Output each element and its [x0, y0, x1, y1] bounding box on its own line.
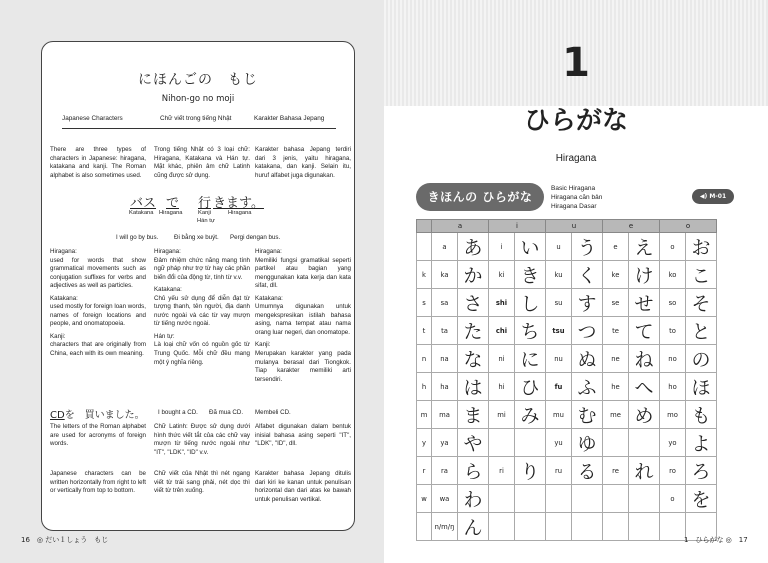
kana-cell: る — [572, 457, 603, 485]
romaji-cell — [489, 429, 515, 457]
intro-vi: Trong tiếng Nhật có 3 loại chữ: Hiragana, Katakana và Hán tự. Mặt khác, phiên âm chữ Latinh cũng được sử dụng. — [154, 146, 250, 179]
label-hiragana-2: Hiragana — [228, 210, 252, 216]
row-consonant: k — [417, 261, 432, 289]
table-row — [417, 485, 717, 513]
vowel-o: o — [660, 220, 717, 233]
section-labels: Basic Hiragana Hiragana căn bản Hiragana Dasar — [551, 185, 603, 210]
row-consonant: w — [417, 485, 432, 513]
row-consonant: y — [417, 429, 432, 457]
kana-cell: と — [686, 317, 717, 345]
desc-vi: Hiragana: Đảm nhiệm chức năng mang tính ngữ pháp như trợ từ hay các phần biến đổi của động từ, tính từ v.v. Katakana: Chủ yếu sử dụng để diễn đạt từ tượng thanh, tên người, địa danh nước ngoài và các từ vay mượn từ tiếng nước ngoài. Hán tự: Là loại chữ vốn có nguồn gốc từ Trung Quốc. Mỗi chữ đều mang một ý nghĩa riêng. — [154, 248, 250, 366]
example-masu: きます。 — [213, 196, 264, 211]
romaji-cell: mo — [660, 401, 686, 429]
kana-cell: し — [515, 289, 546, 317]
romaji-cell: tsu — [546, 317, 572, 345]
example-tr-en: I will go by bus. — [116, 234, 159, 241]
intro-en: There are three types of characters in Japanese: hiragana, katakana and kanji. The Roman alphabet is also sometimes used. — [50, 146, 146, 179]
romaji-cell: o — [660, 485, 686, 513]
roman-id: Alfabet digunakan dalam bentuk inisial bahasa asing seperti "IT", "LDK", "ID", dll. — [255, 423, 351, 448]
table-header-row — [417, 220, 717, 233]
romaji-cell — [603, 513, 629, 541]
kana-cell: あ — [458, 233, 489, 261]
romaji-cell: me — [603, 401, 629, 429]
row-consonant: h — [417, 373, 432, 401]
kana-cell: ち — [515, 317, 546, 345]
kana-cell: ひ — [515, 373, 546, 401]
kana-cell: ふ — [572, 373, 603, 401]
cd-example: CDを 買いました。 — [50, 410, 145, 421]
chapter-subtitle: Hiragana — [555, 153, 597, 164]
romaji-cell: nu — [546, 345, 572, 373]
roman-en: The letters of the Roman alphabet are used for acronyms of foreign words. — [50, 423, 146, 448]
intro-id: Karakter bahasa Jepang terdiri dari 3 jenis, yaitu hiragana, katakana, dan kanji. Selain itu, huruf alfabet juga digunakan. — [255, 146, 351, 179]
romaji-cell: fu — [546, 373, 572, 401]
speaker-icon: ◀) — [699, 193, 708, 200]
kana-cell: ら — [458, 457, 489, 485]
kana-cell: ほ — [686, 373, 717, 401]
romaji-cell: se — [603, 289, 629, 317]
romaji-cell: hi — [489, 373, 515, 401]
kana-cell: む — [572, 401, 603, 429]
kana-cell: は — [458, 373, 489, 401]
kana-cell: つ — [572, 317, 603, 345]
row-consonant: n — [417, 345, 432, 373]
chapter-number: 1 — [562, 40, 590, 86]
kana-cell: も — [686, 401, 717, 429]
kana-cell: て — [629, 317, 660, 345]
table-row — [417, 457, 717, 485]
kana-cell: に — [515, 345, 546, 373]
romaji-cell — [546, 513, 572, 541]
kana-cell: け — [629, 261, 660, 289]
vowel-e: e — [603, 220, 660, 233]
kana-cell: め — [629, 401, 660, 429]
romaji-cell: o — [660, 233, 686, 261]
kana-cell — [515, 485, 546, 513]
page-footer-left: 16 ◎ だい１しょう もじ — [21, 536, 109, 544]
romaji-cell: no — [660, 345, 686, 373]
romaji-cell: ro — [660, 457, 686, 485]
kana-cell: を — [686, 485, 717, 513]
romaji-cell: e — [603, 233, 629, 261]
table-row — [417, 373, 717, 401]
romaji-cell: sa — [432, 289, 458, 317]
romaji-cell: ko — [660, 261, 686, 289]
kana-cell: な — [458, 345, 489, 373]
kana-cell: さ — [458, 289, 489, 317]
romaji-cell: ma — [432, 401, 458, 429]
kana-cell: や — [458, 429, 489, 457]
kana-cell: お — [686, 233, 717, 261]
row-consonant: s — [417, 289, 432, 317]
page-title-romaji: Nihon-go no moji — [161, 94, 235, 104]
romaji-cell — [546, 485, 572, 513]
row-consonant: t — [417, 317, 432, 345]
kana-cell: か — [458, 261, 489, 289]
kana-cell: ね — [629, 345, 660, 373]
chapter-title: ひらがな — [523, 106, 628, 136]
vowel-a: a — [432, 220, 489, 233]
direction-vi: Chữ viết của Nhật thì nét ngang viết từ trái sang phải, nét dọc thì viết từ trên xuống. — [154, 470, 250, 495]
romaji-cell: ru — [546, 457, 572, 485]
page-footer-right: 1 ひらがな ◎ 17 — [684, 536, 748, 544]
example-tr-id: Pergi dengan bus. — [230, 234, 281, 241]
label-kanji: Kanji — [198, 210, 211, 216]
table-row — [417, 401, 717, 429]
romaji-cell: ta — [432, 317, 458, 345]
table-row — [417, 289, 717, 317]
cd-tr-en: I bought a CD. — [158, 409, 198, 416]
kana-cell — [572, 485, 603, 513]
example-tr-vi: Đi bằng xe buýt. — [174, 234, 219, 241]
kana-cell — [629, 429, 660, 457]
audio-track-badge[interactable]: ◀) M-01 — [692, 189, 734, 204]
romaji-cell: so — [660, 289, 686, 317]
kana-cell: ろ — [686, 457, 717, 485]
romaji-cell: na — [432, 345, 458, 373]
romaji-cell: ha — [432, 373, 458, 401]
kana-cell: う — [572, 233, 603, 261]
kana-cell: ん — [458, 513, 489, 541]
romaji-cell: wa — [432, 485, 458, 513]
romaji-cell: te — [603, 317, 629, 345]
hiragana-table — [416, 219, 717, 541]
romaji-cell — [603, 485, 629, 513]
kana-cell: そ — [686, 289, 717, 317]
romaji-cell: u — [546, 233, 572, 261]
kana-cell: み — [515, 401, 546, 429]
kana-cell: ま — [458, 401, 489, 429]
kana-cell: わ — [458, 485, 489, 513]
kana-cell: ぬ — [572, 345, 603, 373]
kana-cell — [629, 485, 660, 513]
kana-cell: り — [515, 457, 546, 485]
romaji-cell: re — [603, 457, 629, 485]
kana-cell: こ — [686, 261, 717, 289]
romaji-cell: ki — [489, 261, 515, 289]
example-iki: 行 — [198, 196, 212, 211]
romaji-cell: a — [432, 233, 458, 261]
romaji-cell: yu — [546, 429, 572, 457]
romaji-cell: mi — [489, 401, 515, 429]
kana-cell — [515, 429, 546, 457]
kana-cell: き — [515, 261, 546, 289]
label-han-tu: Hán tự — [197, 218, 215, 224]
label-katakana: Katakana — [129, 210, 154, 216]
row-consonant — [417, 233, 432, 261]
romaji-cell: ni — [489, 345, 515, 373]
kana-cell: た — [458, 317, 489, 345]
vowel-i: i — [489, 220, 546, 233]
romaji-cell — [603, 429, 629, 457]
table-row — [417, 513, 717, 541]
table-row — [417, 345, 717, 373]
header-en: Japanese Characters — [62, 115, 123, 122]
romaji-cell: chi — [489, 317, 515, 345]
romaji-cell — [660, 513, 686, 541]
romaji-cell: ka — [432, 261, 458, 289]
romaji-cell — [489, 485, 515, 513]
romaji-cell: ke — [603, 261, 629, 289]
romaji-cell: shi — [489, 289, 515, 317]
cd-tr-id: Membeli CD. — [255, 409, 291, 416]
header-id: Karakter Bahasa Jepang — [254, 115, 325, 122]
direction-en: Japanese characters can be written horizontally from right to left or vertically from top to bottom. — [50, 470, 146, 495]
desc-id: Hiragana: Memiliki fungsi gramatikal seperti partikel atau bagian yang menggunakan kata kerja dan kata sifat, dll. Katakana: Umumnya digunakan untuk mengekspresikan istilah bahasa asing, nama tempat atau nama orang luar negeri, dan onomatope. Kanji: Merupakan karakter yang pada mulanya berasal dari Tiongkok. Tiap karakter memiliki arti tersendiri. — [255, 248, 351, 383]
kana-cell: の — [686, 345, 717, 373]
romaji-cell: ho — [660, 373, 686, 401]
kana-cell: へ — [629, 373, 660, 401]
romaji-cell: to — [660, 317, 686, 345]
header-divider — [62, 128, 336, 129]
romaji-cell: ra — [432, 457, 458, 485]
kana-cell: す — [572, 289, 603, 317]
kana-cell: え — [629, 233, 660, 261]
kana-cell: せ — [629, 289, 660, 317]
table-row — [417, 317, 717, 345]
example-bus: バス — [130, 196, 157, 211]
kana-cell: い — [515, 233, 546, 261]
kana-cell — [515, 513, 546, 541]
romaji-cell: su — [546, 289, 572, 317]
romaji-cell: ku — [546, 261, 572, 289]
romaji-cell — [489, 513, 515, 541]
label-hiragana-1: Hiragana — [159, 210, 183, 216]
romaji-cell: yo — [660, 429, 686, 457]
direction-id: Karakter bahasa Jepang ditulis dari kiri ke kanan untuk penulisan horizontal dan dari atas ke bawah untuk penulisan vertikal. — [255, 470, 351, 503]
kana-cell — [629, 513, 660, 541]
row-consonant — [417, 513, 432, 541]
vowel-u: u — [546, 220, 603, 233]
content-card — [41, 41, 355, 531]
romaji-cell: ri — [489, 457, 515, 485]
row-consonant: m — [417, 401, 432, 429]
romaji-cell: i — [489, 233, 515, 261]
kana-cell — [572, 513, 603, 541]
romaji-cell: ya — [432, 429, 458, 457]
section-pill: きほんの ひらがな — [416, 183, 544, 211]
row-consonant: r — [417, 457, 432, 485]
romaji-cell: mu — [546, 401, 572, 429]
kana-cell: よ — [686, 429, 717, 457]
header-vi: Chữ viết trong tiếng Nhật — [160, 115, 232, 122]
kana-cell: れ — [629, 457, 660, 485]
roman-vi: Chữ Latinh: Được sử dụng dưới hình thức viết tắt của các chữ vay mượn từ tiếng nước ngoài như "IT", "LDK", "ID" v.v. — [154, 423, 250, 456]
table-row — [417, 261, 717, 289]
kana-cell: く — [572, 261, 603, 289]
example-de: で — [166, 196, 180, 211]
romaji-cell: n/m/ŋ — [432, 513, 458, 541]
page-title: にほんごの もじ — [138, 72, 258, 88]
table-row — [417, 429, 717, 457]
desc-en: Hiragana: used for words that show grammatical movements such as conjugation suffixes for verbs and adjectives as well as particles. Katakana: used mostly for foreign loan words, names of foreign locations and people, and onomatopoeia. Kanji: characters that are originally from China, each with its own meaning. — [50, 248, 146, 358]
cd-tr-vi: Đã mua CD. — [209, 409, 244, 416]
kana-cell: ゆ — [572, 429, 603, 457]
romaji-cell: ne — [603, 345, 629, 373]
table-row — [417, 233, 717, 261]
romaji-cell: he — [603, 373, 629, 401]
